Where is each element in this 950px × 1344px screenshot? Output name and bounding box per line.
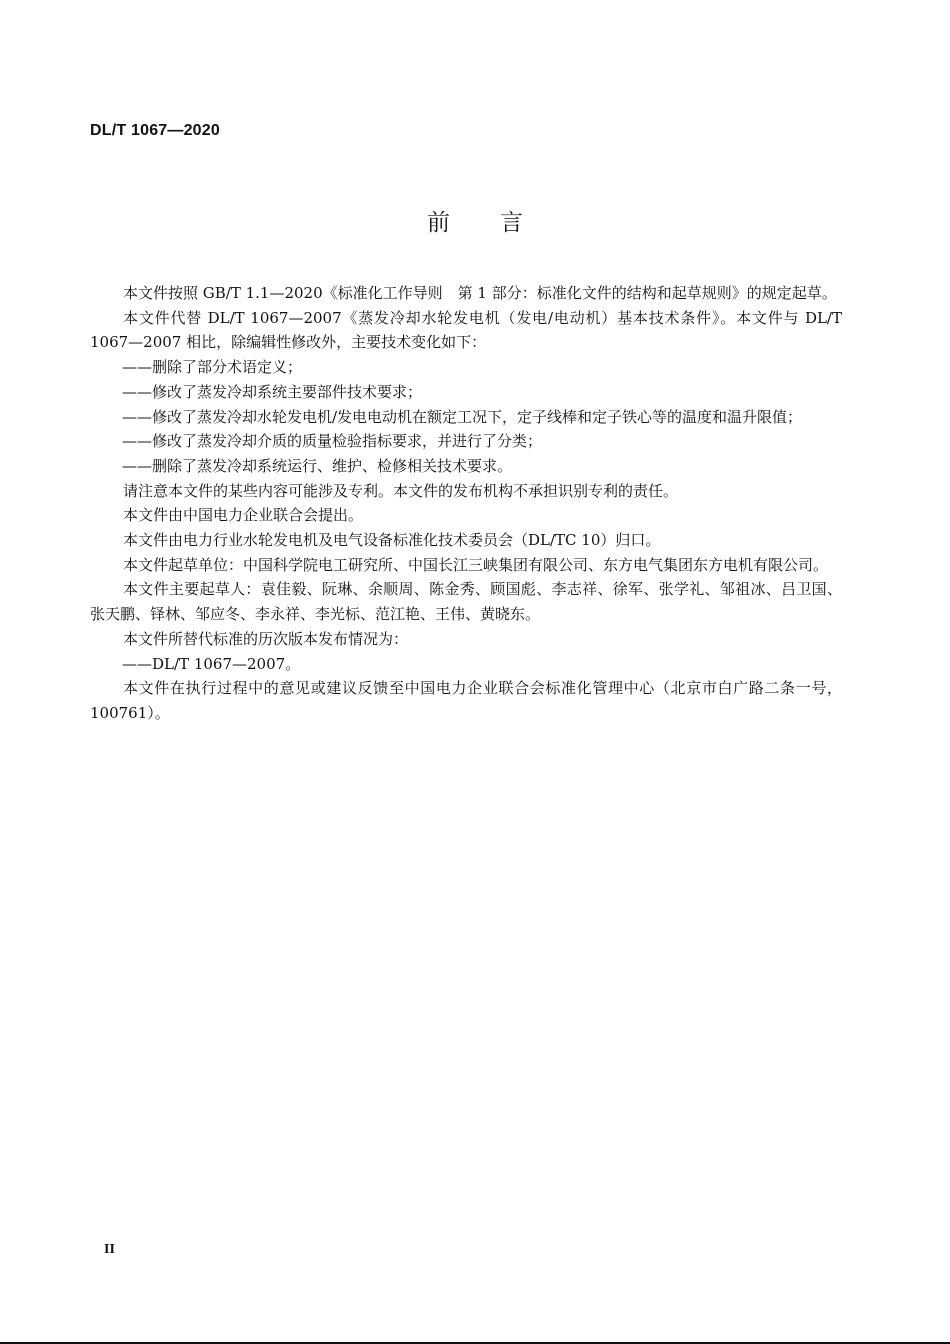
list-item: ——修改了蒸发冷却水轮发电机/发电电动机在额定工况下，定子线棒和定子铁心等的温度和温升限值； xyxy=(122,407,803,426)
standard-code: DL/T 1067—2020 xyxy=(90,122,220,139)
list-item: ——修改了蒸发冷却系统主要部件技术要求； xyxy=(122,382,423,401)
paragraph-replacement: 本文件代替 DL/T 1067—2007《蒸发冷却水轮发电机（发电/电动机）基本技术条件》。本文件与 DL/T 1067—2007 相比，除编辑性修改外，主要技术变化如下： xyxy=(90,308,842,352)
paragraph-drafters: 本文件主要起草人：袁佳毅、阮琳、余顺周、陈金秀、顾国彪、李志祥、徐军、张学礼、邹祖冰、吕卫国、张天鹏、铎林、邹应冬、李永祥、李光标、范江艳、王伟、黄晓东。 xyxy=(90,580,842,624)
foreword-body xyxy=(90,281,842,726)
list-item: ——删除了部分术语定义； xyxy=(122,358,303,377)
paragraph-proposer: 本文件由中国电力企业联合会提出。 xyxy=(123,506,364,525)
paragraph-version-history: 本文件所替代标准的历次版本发布情况为： xyxy=(123,629,409,648)
list-item: ——删除了蒸发冷却系统运行、维护、检修相关技术要求。 xyxy=(122,456,513,475)
paragraph-feedback: 本文件在执行过程中的意见或建议反馈至中国电力企业联合会标准化管理中心（北京市白广路二条一号，100761）。 xyxy=(90,679,842,722)
paragraph-drafting-units: 本文件起草单位：中国科学院电工研究所、中国长江三峡集团有限公司、东方电气集团东方电机有限公司。 xyxy=(123,555,829,574)
previous-version-item: ——DL/T 1067—2007。 xyxy=(122,654,301,673)
paragraph-patent-notice: 请注意本文件的某些内容可能涉及专利。本文件的发布机构不承担识别专利的责任。 xyxy=(123,481,679,500)
paragraph-committee: 本文件由电力行业水轮发电机及电气设备标准化技术委员会（DL/TC 10）归口。 xyxy=(123,531,661,550)
page-number: II xyxy=(104,1242,115,1257)
list-item: ——修改了蒸发冷却介质的质量检验指标要求，并进行了分类； xyxy=(122,432,543,451)
page-title: 前言 xyxy=(427,210,573,236)
paragraph-drafting-rules: 本文件按照 GB/T 1.1—2020《标准化工作导则 第 1 部分：标准化文件的结构和起草规则》的规定起草。 xyxy=(123,284,837,302)
changes-list xyxy=(90,355,842,479)
